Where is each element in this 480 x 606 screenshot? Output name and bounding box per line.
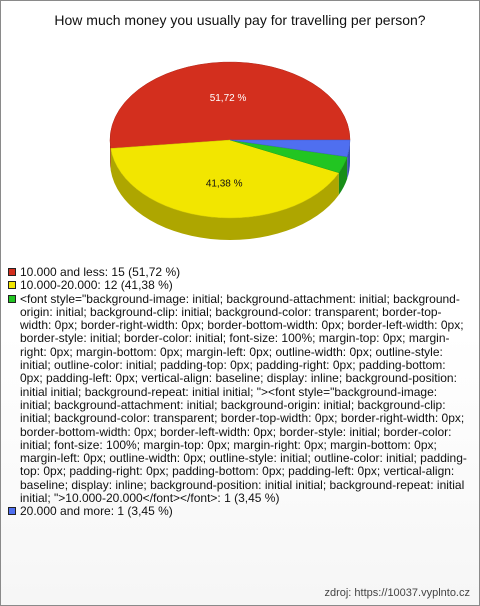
legend-item [8,505,470,518]
legend-item [8,279,470,292]
pie-slice [110,62,350,148]
legend-swatch [8,268,16,276]
legend-swatch [8,295,16,303]
chart-legend [8,266,470,519]
legend-swatch [8,281,16,289]
legend-item [8,266,470,279]
data-label: 51,72 % [209,93,247,105]
chart-title: How much money you usually pay for travelling per person? [54,12,426,28]
legend-item [8,293,470,506]
legend-label: 20.000 and more: 1 (3,45 %) [20,504,173,519]
data-label: 41,38 % [205,178,243,190]
source-credit: zdroj: https://10037.vyplnto.cz [324,587,470,599]
pie-chart [0,0,480,260]
legend-label: <font style="background-image: initial; background-attachment: initial; background-origin: initial; background-clip: initial; background-color: transparent; border-top-width: 0px; border-right-width: 0px; border-bottom-width: 0px; border-left-width: 0px; border-style: initial; border-color: initial; font-size: 100%; margin-top: 0px; margin-right: 0px; margin-bottom: 0px; margin-left: 0px; outline-width: 0px; outline-style: initial; outline-color: initial; padding-top: 0px; padding-right: 0px; padding-bottom: 0px; padding-left: 0px; vertical-align: baseline; display: inline; background-position: initial initial; background-repeat: initial initial; "><font style="background-image: initial; background-attachment: initial; background-origin: initial; background-clip: initial; background-color: transparent; border-top-width: 0px; border-right-width: 0px; border-bottom-width: 0px; border-left-width: 0px; border-style: initial; border-color: initial; font-size: 100%; margin-top: 0px; margin-right: 0px; margin-bottom: 0px; margin-left: 0px; outline-width: 0px; outline-style: initial; outline-color: initial; padding-top: 0px; padding-right: 0px; padding-bottom: 0px; padding-left: 0px; vertical-align: baseline; display: inline; background-position: initial initial; background-repeat: initial initial; ">10.000-20.000</font></font>: 1 (3,45 %) [20,291,467,506]
legend-label: 10.000-20.000: 12 (41,38 %) [20,278,173,293]
legend-swatch [8,507,16,515]
legend-label: 10.000 and less: 15 (51,72 %) [20,265,181,279]
